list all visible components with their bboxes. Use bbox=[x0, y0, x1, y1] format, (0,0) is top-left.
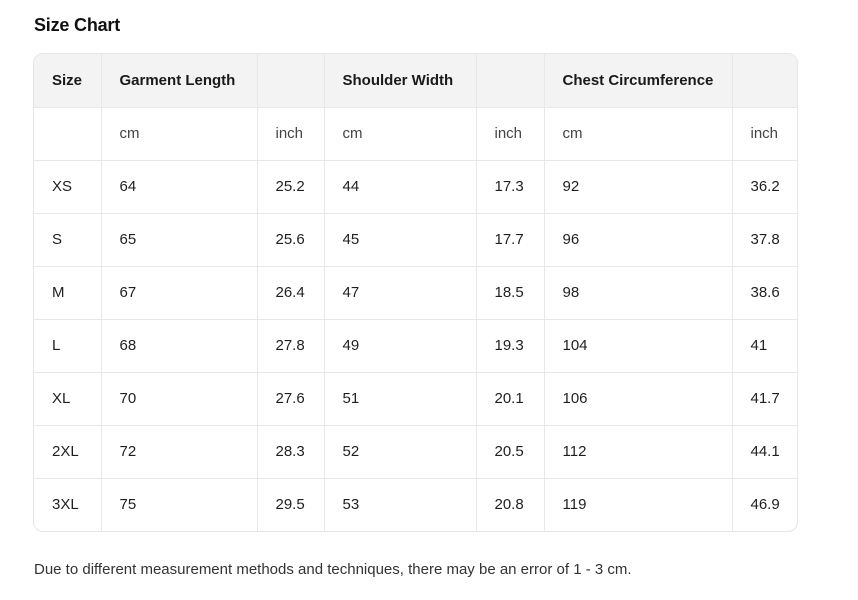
table-cell: 92 bbox=[544, 160, 732, 213]
header-garment-length: Garment Length bbox=[101, 54, 257, 107]
table-row bbox=[34, 478, 798, 531]
table-row bbox=[34, 425, 798, 478]
unit-cell: cm bbox=[324, 107, 476, 160]
table-cell: XS bbox=[34, 160, 101, 213]
table-cell: 27.6 bbox=[257, 372, 324, 425]
header-chest-circumference: Chest Circumference bbox=[544, 54, 732, 107]
measurement-footnote: Due to different measurement methods and techniques, there may be an error of 1 - 3 cm. bbox=[34, 561, 632, 578]
table-cell: 36.2 bbox=[732, 160, 798, 213]
table-cell: 18.5 bbox=[476, 266, 544, 319]
table-cell: 44 bbox=[324, 160, 476, 213]
header-garment-length-inch bbox=[257, 54, 324, 107]
table-cell: 2XL bbox=[34, 425, 101, 478]
table-cell: 52 bbox=[324, 425, 476, 478]
unit-cell: cm bbox=[544, 107, 732, 160]
table-cell: 51 bbox=[324, 372, 476, 425]
table-cell: 75 bbox=[101, 478, 257, 531]
table-cell: 17.3 bbox=[476, 160, 544, 213]
table-cell: 20.1 bbox=[476, 372, 544, 425]
header-chest-circumference-inch bbox=[732, 54, 798, 107]
table-cell: 104 bbox=[544, 319, 732, 372]
table-row bbox=[34, 319, 798, 372]
table-cell: 20.5 bbox=[476, 425, 544, 478]
table-cell: 3XL bbox=[34, 478, 101, 531]
table-cell: 17.7 bbox=[476, 213, 544, 266]
table-row bbox=[34, 160, 798, 213]
table-cell: 65 bbox=[101, 213, 257, 266]
table-cell: 72 bbox=[101, 425, 257, 478]
unit-cell: inch bbox=[732, 107, 798, 160]
table-cell: 98 bbox=[544, 266, 732, 319]
table-cell: 25.2 bbox=[257, 160, 324, 213]
unit-cell bbox=[34, 107, 101, 160]
table-cell: 44.1 bbox=[732, 425, 798, 478]
size-chart-table bbox=[33, 53, 798, 532]
table-cell: 20.8 bbox=[476, 478, 544, 531]
table-cell: 25.6 bbox=[257, 213, 324, 266]
table-cell: S bbox=[34, 213, 101, 266]
table-cell: 41.7 bbox=[732, 372, 798, 425]
table-cell: 27.8 bbox=[257, 319, 324, 372]
header-shoulder-width-inch bbox=[476, 54, 544, 107]
table-cell: 67 bbox=[101, 266, 257, 319]
table-row bbox=[34, 372, 798, 425]
table-cell: 19.3 bbox=[476, 319, 544, 372]
table-cell: 112 bbox=[544, 425, 732, 478]
units-row bbox=[34, 107, 798, 160]
page-title: Size Chart bbox=[34, 15, 121, 35]
table-cell: 37.8 bbox=[732, 213, 798, 266]
table-cell: 119 bbox=[544, 478, 732, 531]
unit-cell: inch bbox=[476, 107, 544, 160]
table-row bbox=[34, 213, 798, 266]
table-cell: 47 bbox=[324, 266, 476, 319]
table-cell: 41 bbox=[732, 319, 798, 372]
table-header-row bbox=[34, 54, 798, 107]
table-cell: 29.5 bbox=[257, 478, 324, 531]
table-cell: 45 bbox=[324, 213, 476, 266]
table-cell: XL bbox=[34, 372, 101, 425]
table-cell: 49 bbox=[324, 319, 476, 372]
table-cell: L bbox=[34, 319, 101, 372]
header-size: Size bbox=[34, 54, 101, 107]
table-cell: 106 bbox=[544, 372, 732, 425]
unit-cell: cm bbox=[101, 107, 257, 160]
table-cell: 38.6 bbox=[732, 266, 798, 319]
table-cell: M bbox=[34, 266, 101, 319]
table-cell: 46.9 bbox=[750, 496, 780, 514]
table-cell: 53 bbox=[324, 478, 476, 531]
table-cell: 70 bbox=[101, 372, 257, 425]
table-cell: 96 bbox=[544, 213, 732, 266]
table-cell: 64 bbox=[101, 160, 257, 213]
table-cell: 26.4 bbox=[257, 266, 324, 319]
header-shoulder-width: Shoulder Width bbox=[324, 54, 476, 107]
table-row bbox=[34, 266, 798, 319]
unit-cell: inch bbox=[257, 107, 324, 160]
table-cell: 68 bbox=[101, 319, 257, 372]
table-cell: 28.3 bbox=[257, 425, 324, 478]
